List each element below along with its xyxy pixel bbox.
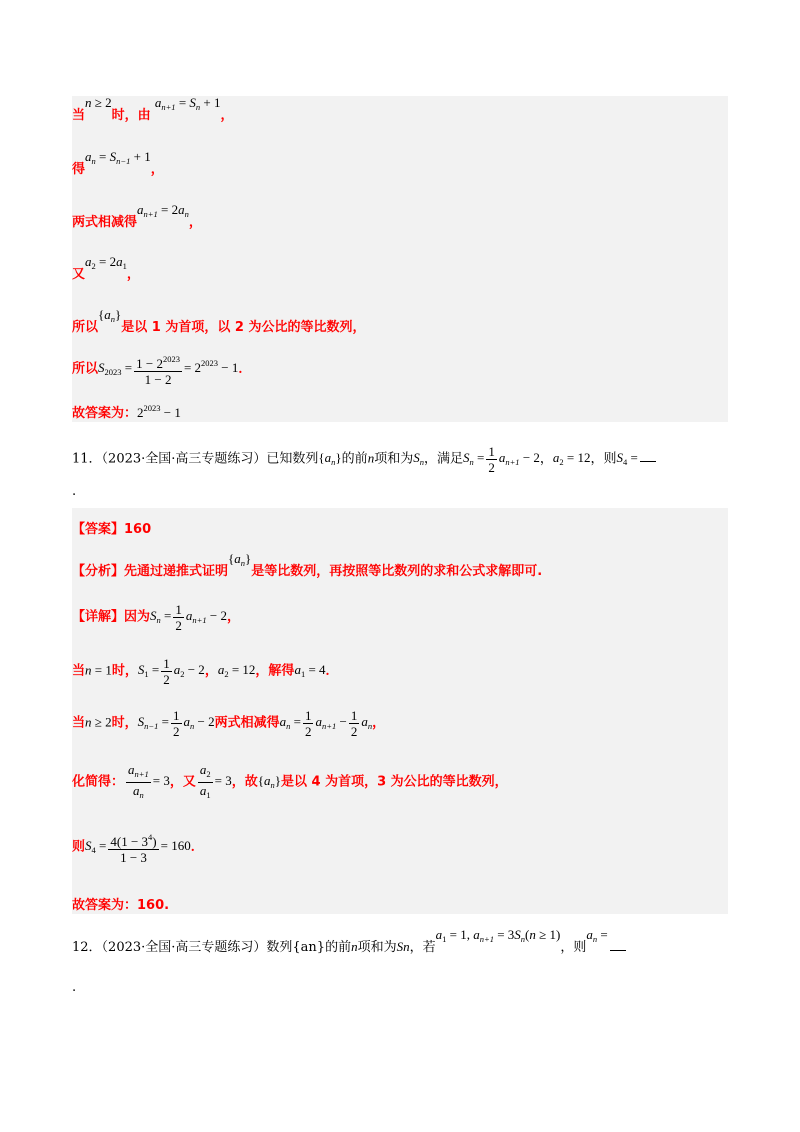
sol10-line-5: 所以$\{a_n\}$是以 1 为首项，以 2 为公比的等比数列，	[72, 307, 366, 335]
sol10-line-6: 所以$S_{2023}$ = $\frac{1 - 2^{2023}}{1 - 2}$ = $2^{2023} - 1$．	[72, 354, 252, 387]
math-Sn-eq-half-a-n1-minus-2: $S_n$ = $\frac{1}{2}$ $a_{n+1} - 2$	[462, 444, 540, 475]
sol10-line-7: 故答案为：$2^{2023} - 1$	[72, 403, 181, 421]
math-a-n1-eq-Sn-plus-1: $a_{n+1} = S_n + 1$	[154, 95, 221, 112]
math-Sn: $S_n$	[413, 450, 424, 468]
sol11-detail: 【详解】因为$S_n$ = $\frac{1}{2}$ $a_{n+1} - 2$，	[72, 602, 240, 633]
math-Sn1-eq-half-an-minus-2: $S_{n-1}$ = $\frac{1}{2}$ $a_n - 2$	[137, 708, 215, 739]
question-12: 12．（2023·全国·高三专题练习）数列{an}的前n项和为Sn，若$a_1 = 1$, $a_{n+1} = 3S_n(n \ge 1)$，则$a_n$ =	[72, 936, 626, 956]
math-n-ge-2: n ≥ 2	[85, 95, 112, 110]
question-12-period: .	[72, 980, 77, 995]
math-a-n1-eq-2an: $a_{n+1} = 2a_n$	[137, 202, 189, 219]
math-a1-eq-1-recurrence: $a_1 = 1$, $a_{n+1} = 3S_n(n \ge 1)$	[435, 927, 561, 944]
math-ratio-an1-an-eq-3: $\frac{a_{n+1}}{a_n}$ = 3	[128, 762, 170, 800]
math-a1-eq-4: $a_1 = 4$	[294, 662, 326, 680]
sol10-line-2: 得$a_n = S_{n-1} + 1$，	[72, 149, 164, 177]
math-seq-an: $\{a_n\}$	[228, 551, 252, 568]
math-a-n-eq-Sn1-plus-1: $a_n = S_{n-1} + 1$	[85, 149, 151, 166]
sol11-final-answer: 故答案为：160.	[72, 898, 170, 913]
math-ratio-a2-a1-eq-3: $\frac{a_2}{a_1}$ = 3	[199, 762, 232, 800]
sol10-line-1: 当n ≥ 2时，由 $a_{n+1} = S_n + 1$，	[72, 95, 234, 123]
math-seq-an: $\{a_n\}$	[318, 450, 342, 468]
math-seq-an: $\{a_n\}$	[98, 307, 122, 324]
sol10-line-3: 两式相减得$a_{n+1} = 2a_n$，	[72, 202, 202, 230]
math-a2-eq-2a1: $a_2 = 2a_1$	[85, 254, 127, 271]
question-11-period: .	[72, 484, 77, 499]
question-11: 11．（2023·全国·高三专题练习）已知数列$\{a_n\}$的前n项和为$S_n$，满足$S_n$ = $\frac{1}{2}$ $a_{n+1} - 2$，$a_2 = 12$，则$S_4$ =	[72, 444, 656, 475]
math-S1-eq-half-a2-minus-2: $S_1$ = $\frac{1}{2}$ $a_2 - 2$	[137, 656, 205, 687]
math-n-eq-1: n = 1	[85, 662, 112, 678]
math-Sn-eq-half-a-n1-minus-2: $S_n$ = $\frac{1}{2}$ $a_{n+1} - 2$	[150, 602, 227, 633]
math-an-eq-half-diff: $a_n$ = $\frac{1}{2}$ $a_{n+1}$ − $\frac{1}{2}$ $a_n$	[279, 708, 373, 739]
math-an-eq: $a_n$ =	[586, 927, 608, 944]
sol10-line-4: 又$a_2 = 2a_1$，	[72, 254, 140, 282]
sol11-line-7: 则$S_4$ = $\frac{4(1 - 3^4)}{1 - 3}$ = 160．	[72, 832, 204, 865]
math-a2-eq-12: $a_2 = 12$	[217, 662, 256, 680]
math-answer-2-pow-2023-minus-1: $2^{2023} - 1$	[137, 403, 181, 420]
math-a2-eq-12: $a_2 = 12$	[552, 450, 591, 468]
math-seq-an: $\{a_n\}$	[257, 773, 281, 791]
math-S4-eq: $S_4$ =	[616, 450, 638, 468]
answer-blank	[640, 461, 656, 462]
sol11-line-5: 当n ≥ 2时，$S_{n-1}$ = $\frac{1}{2}$ $a_n - 2$两式相减得$a_n$ = $\frac{1}{2}$ $a_{n+1}$ − $\frac{1}{2}$ $a_n$，	[72, 708, 386, 739]
sol11-answer: 【答案】160	[72, 522, 152, 537]
math-S2023-formula: $S_{2023}$ = $\frac{1 - 2^{2023}}{1 - 2}$ = $2^{2023} - 1$	[98, 354, 239, 387]
sol11-line-6: 化简得： $\frac{a_{n+1}}{a_n}$ = 3，又 $\frac{a_2}{a_1}$ = 3，故$\{a_n\}$是以 4 为首项，3 为公比的等比数列，	[72, 762, 508, 800]
math-n-ge-2: n ≥ 2	[85, 714, 112, 730]
sol11-line-4: 当n = 1时，$S_1$ = $\frac{1}{2}$ $a_2 - 2$，$a_2 = 12$，解得$a_1 = 4$．	[72, 656, 339, 687]
sol11-analysis: 【分析】先通过递推式证明$\{a_n\}$是等比数列，再按照等比数列的求和公式求解即可.	[72, 551, 543, 579]
answer-blank	[610, 950, 626, 951]
math-S4-formula: $S_4$ = $\frac{4(1 - 3^4)}{1 - 3}$ = 160	[85, 832, 191, 865]
